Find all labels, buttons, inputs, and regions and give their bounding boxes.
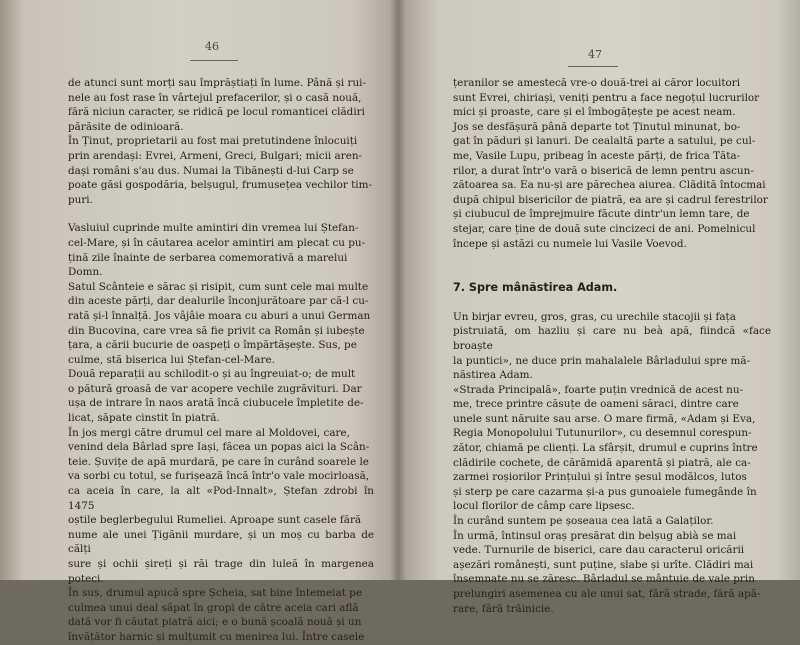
text-line: Vasluiul cuprinde multe amintiri din vremea lui Ștefan-	[68, 222, 359, 235]
text-line: Un birjar evreu, gros, gras, cu urechile stacojii și fața	[453, 310, 736, 323]
text-line: așezări românești, sunt puține, slabe și urîte. Clădiri mai	[453, 558, 754, 571]
text-line: sunt Evrei, chiriași, veniți pentru a face negoțul lucrurilor	[453, 91, 760, 104]
text-line: învățător harnic și mulțumit cu menirea lui. Între casele	[68, 630, 365, 643]
text-line: o pătură groasă de var acopere vechile zugrăvituri. Dar	[68, 382, 362, 395]
text-line: gat în păduri și lanuri. De cealaltă parte a satului, pe cul-	[453, 135, 756, 148]
text-line: În Ținut, proprietarii au fost mai pretutindene înlocuiți	[68, 135, 358, 148]
text-line: însemnate nu se zăresc. Bârladul se mântuie de vale prin	[453, 573, 755, 586]
paragraph-block	[453, 310, 771, 616]
text-line: vede. Turnurile de biserici, care dau caracterul oricării	[453, 544, 745, 557]
text-line: începe și astăzi cu numele lui Vasile Voevod.	[453, 237, 687, 250]
text-line: puri.	[68, 193, 93, 206]
page-number: 46	[205, 40, 219, 53]
section-heading: 7. Spre mânăstirea Adam.	[453, 281, 618, 295]
text-line: stejar, care ține de două sute cincizeci de ani. Pomelnicul	[453, 222, 756, 235]
text-line: zător, chiamă pe clienți. La sfârșit, drumul e cuprins între	[453, 442, 758, 455]
page-number-rule	[190, 60, 238, 61]
text-line: dași români s'au dus. Numai la Tibănești d-lui Carp se	[68, 164, 354, 177]
text-line: clădirile cochete, de cărămidă aparentă și piatră, ale ca-	[453, 456, 751, 469]
text-line: oștile beglerbegului Rumeliei. Aproape sunt casele fără	[68, 514, 362, 527]
text-line: părăsite de odinioară.	[68, 120, 184, 133]
text-line: zătoarea sa. Ea nu-și are părechea aiurea. Clădită întocmai	[453, 179, 766, 192]
text-line: la puntici», ne duce prin mahalalele Bârladului spre mă-	[453, 354, 751, 367]
text-line: năstirea Adam.	[453, 369, 533, 382]
text-line: nele au fost rase în vârtejul prefacerilor, și o casă nouă,	[68, 91, 362, 104]
text-line: poate găsi gospodăria, belșugul, frumusețea vechilor tim-	[68, 179, 372, 192]
text-line: prelungiri asemenea cu ale unui sat, fără strade, fără apă-	[453, 588, 761, 600]
text-line: Regia Monopolului Tutunurilor», cu desemnul corespun-	[453, 427, 752, 440]
spacer	[453, 251, 771, 281]
text-line: va sorbi cu totul, se furișează încă într'o vale mocirloasă,	[68, 470, 370, 483]
text-line: prin arendași: Evrei, Armeni, Greci, Bulgari; micii aren-	[68, 149, 363, 162]
paragraph-block	[68, 76, 374, 207]
text-line: de atunci sunt morți sau împrăștiați în lume. Până și rui-	[68, 77, 367, 89]
text-line: cel-Mare, și în căutarea acelor amintiri am plecat cu pu-	[68, 236, 366, 249]
text-line: pistruiată, om hazliu și care nu beà apă, fiindcă «face broaște	[453, 325, 771, 352]
text-line: Două reparații au schilodit-o și au îngreuiat-o; de mult	[68, 368, 356, 381]
text-line: dată vor fi căutat piatră aici; e o bună școală nouă și un	[68, 616, 362, 629]
text-line: «Strada Principală», foarte puțin vrednică de acest nu-	[453, 383, 744, 396]
text-line: În urmă, întinsul oraș presărat din belșug abià se mai	[453, 529, 737, 542]
text-line: În sus, drumul apucă spre Șcheia, sat bine întemeiat pe	[68, 587, 362, 600]
book-gutter	[390, 0, 406, 580]
left-page	[0, 0, 398, 643]
text-line: sure și ochii șireți și răi trage din luleă în margenea poteci.	[68, 558, 374, 585]
paragraph-block	[68, 221, 374, 644]
text-line: și sterp pe care cazarma și-a pus gunoaiele fumegânde în	[453, 485, 757, 498]
text-line: venind dela Bârlad spre Iași, făcea un popas aici la Scân-	[68, 441, 370, 454]
right-page	[398, 0, 800, 615]
text-line: ușa de intrare în naos arată încă ciubucele împletite de-	[68, 397, 364, 410]
text-line: În jos mergi către drumul cel mare al Moldovei, care,	[68, 426, 350, 439]
text-line: fără niciun caracter, se ridică pe locul romanticei clădiri	[68, 106, 365, 119]
text-line: din Bucovina, care vrea să fie privit ca Român și iubește	[68, 324, 365, 337]
text-line: Domn.	[68, 266, 103, 279]
text-line: nume ale unei Țigănii murdare, și un moș cu barba de călți	[68, 528, 374, 556]
text-line: din aceste părți, dar dealurile înconjurătoare par că-l cu-	[68, 295, 369, 308]
text-line: după chipul bisericilor de piatră, ea are și cadrul ferestrilor	[453, 193, 768, 206]
text-line: și ciubucul de împrejmuire făcute dintr'un lemn tare, de	[453, 208, 750, 221]
text-line: În curând suntem pe șoseaua cea lată a Galaților.	[453, 515, 714, 528]
page-number: 47	[588, 48, 602, 61]
text-line: țeranilor se amestecă vre-o două-trei ai căror locuitori	[453, 77, 741, 89]
text-line: me, Vasile Lupu, pribeag în aceste părți, de frica Tăta-	[453, 149, 741, 162]
text-line: culme, stă biserica lui Ștefan-cel-Mare.	[68, 353, 275, 366]
text-line: rilor, a durat într'o vară o biserică de lemn pentru ascun-	[453, 164, 754, 177]
text-line: Satul Scânteie e sărac și risipit, cum sunt cele mai multe	[68, 280, 369, 293]
text-line: me, trece printre căsuțe de oameni săraci, dintre care	[453, 398, 739, 411]
paragraph-block	[453, 76, 771, 251]
text-line: ca aceia în care, la alt «Pod-Innalt», Ștefan zdrobi în 1475	[68, 485, 374, 512]
text-line: teie. Șuvițe de apă murdară, pe care în curând soarele le	[68, 455, 369, 468]
text-line: unele sunt năruite sau arse. O mare firmă, «Adam și Eva,	[453, 412, 756, 425]
text-line: locul florilor de câmp care lipsesc.	[453, 500, 635, 513]
text-line: țină zile înainte de serbarea comemorativă a marelui	[68, 251, 348, 264]
page-number-rule	[568, 66, 618, 67]
left-text-column	[68, 76, 374, 645]
text-line: licat, săpate cinstit în piatră.	[68, 412, 220, 425]
text-line: Jos se desfășură până departe tot Ținutul minunat, bo-	[453, 120, 741, 133]
right-text-column	[453, 76, 771, 616]
text-line: zarmei roșiorilor Prințului și între șesul modălcos, lutos	[453, 471, 747, 484]
text-line: rare, fără trăinicie.	[453, 602, 554, 615]
text-line: culmea unui deal săpat în gropi de către aceia cari află	[68, 601, 359, 614]
spacer	[453, 296, 771, 310]
text-line: rată și-l înnalță. Jos vâjâie moara cu aburi a unui German	[68, 309, 371, 322]
text-line: țara, a cării bucurie de oaspeți o împărtășește. Sus, pe	[68, 339, 357, 352]
text-line: mici și proaste, care și el îmbogățește pe acest neam.	[453, 106, 736, 119]
section-break	[68, 207, 374, 221]
